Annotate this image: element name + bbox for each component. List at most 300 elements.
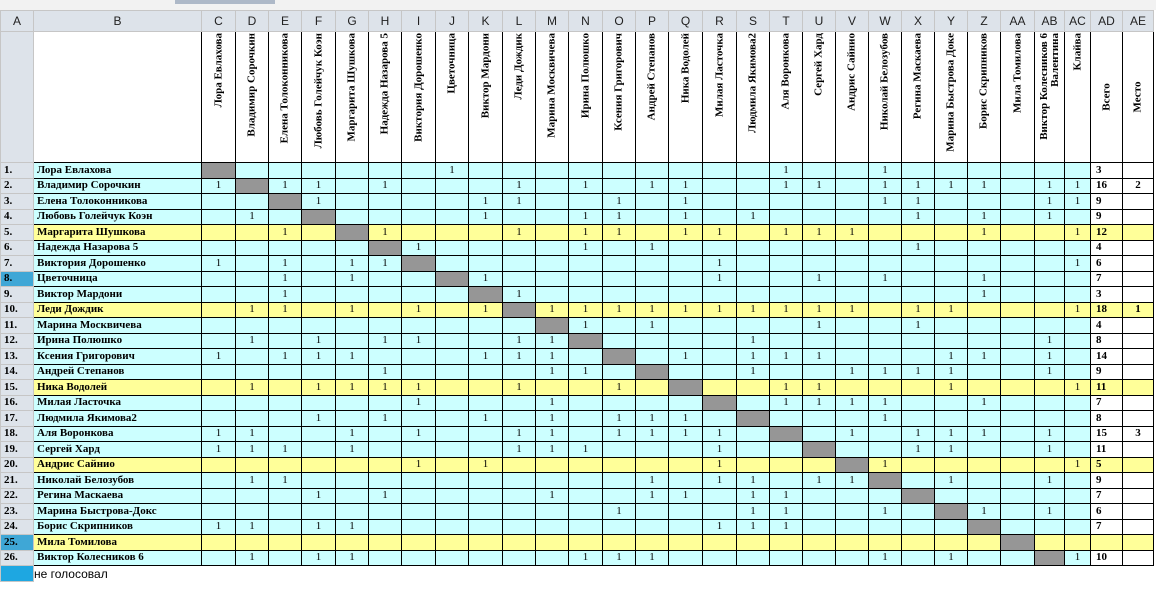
column-header-k[interactable]: K bbox=[469, 11, 503, 32]
vote-cell[interactable]: 1 bbox=[1035, 442, 1065, 458]
place-cell[interactable] bbox=[1123, 287, 1154, 303]
header-cell[interactable] bbox=[669, 32, 703, 163]
vote-cell[interactable] bbox=[269, 395, 302, 411]
vote-cell[interactable] bbox=[369, 318, 402, 334]
header-cell[interactable] bbox=[935, 32, 968, 163]
vote-cell[interactable]: 1 bbox=[770, 380, 803, 396]
column-header-x[interactable]: X bbox=[902, 11, 935, 32]
vote-cell[interactable] bbox=[935, 163, 968, 179]
vote-cell[interactable]: 1 bbox=[902, 302, 935, 318]
vote-cell[interactable] bbox=[737, 287, 770, 303]
vote-cell[interactable] bbox=[902, 256, 935, 272]
vote-cell[interactable] bbox=[902, 287, 935, 303]
vote-cell[interactable] bbox=[703, 194, 737, 210]
vote-cell[interactable] bbox=[536, 163, 569, 179]
vote-cell[interactable]: 1 bbox=[336, 380, 369, 396]
vote-cell[interactable]: 1 bbox=[369, 488, 402, 504]
vote-cell[interactable]: 1 bbox=[902, 318, 935, 334]
vote-cell[interactable]: 1 bbox=[536, 395, 569, 411]
vote-cell[interactable] bbox=[770, 287, 803, 303]
vote-cell[interactable]: 1 bbox=[302, 333, 336, 349]
vote-cell[interactable] bbox=[737, 271, 770, 287]
self-vote-cell[interactable] bbox=[536, 318, 569, 334]
vote-cell[interactable] bbox=[402, 209, 436, 225]
vote-cell[interactable] bbox=[269, 411, 302, 427]
vote-cell[interactable] bbox=[902, 457, 935, 473]
vote-cell[interactable] bbox=[336, 209, 369, 225]
vote-cell[interactable]: 1 bbox=[236, 380, 269, 396]
vote-cell[interactable] bbox=[902, 333, 935, 349]
vote-cell[interactable] bbox=[770, 194, 803, 210]
vote-cell[interactable]: 1 bbox=[935, 302, 968, 318]
vote-cell[interactable] bbox=[1001, 411, 1035, 427]
vote-cell[interactable] bbox=[968, 194, 1001, 210]
vote-cell[interactable] bbox=[302, 364, 336, 380]
vote-cell[interactable] bbox=[935, 519, 968, 535]
participant-name[interactable]: Виктор Мардони bbox=[34, 287, 202, 303]
participant-name[interactable]: Сергей Хард bbox=[34, 442, 202, 458]
column-header-a[interactable]: A bbox=[1, 11, 34, 32]
vote-cell[interactable]: 1 bbox=[737, 209, 770, 225]
vote-cell[interactable]: 1 bbox=[1065, 178, 1091, 194]
vote-cell[interactable] bbox=[1001, 163, 1035, 179]
vote-cell[interactable] bbox=[1065, 473, 1091, 489]
vote-cell[interactable] bbox=[536, 209, 569, 225]
self-vote-cell[interactable] bbox=[803, 442, 836, 458]
column-header-s[interactable]: S bbox=[737, 11, 770, 32]
header-cell[interactable] bbox=[603, 32, 636, 163]
vote-cell[interactable] bbox=[236, 504, 269, 520]
vote-cell[interactable] bbox=[302, 287, 336, 303]
vote-cell[interactable] bbox=[1001, 178, 1035, 194]
vote-cell[interactable]: 1 bbox=[469, 411, 503, 427]
vote-cell[interactable] bbox=[636, 163, 669, 179]
vote-cell[interactable] bbox=[269, 535, 302, 551]
vote-cell[interactable] bbox=[836, 240, 869, 256]
vote-cell[interactable]: 1 bbox=[869, 411, 902, 427]
participant-name[interactable]: Маргарита Шушкова bbox=[34, 225, 202, 241]
vote-cell[interactable] bbox=[935, 395, 968, 411]
vote-cell[interactable] bbox=[1001, 333, 1035, 349]
vote-cell[interactable] bbox=[402, 519, 436, 535]
vote-cell[interactable] bbox=[968, 380, 1001, 396]
vote-cell[interactable] bbox=[1065, 271, 1091, 287]
place-cell[interactable] bbox=[1123, 225, 1154, 241]
place-cell[interactable] bbox=[1123, 209, 1154, 225]
header-cell[interactable] bbox=[636, 32, 669, 163]
vote-cell[interactable] bbox=[669, 535, 703, 551]
vote-cell[interactable] bbox=[803, 457, 836, 473]
vote-cell[interactable] bbox=[503, 395, 536, 411]
vote-cell[interactable] bbox=[703, 240, 737, 256]
vote-cell[interactable]: 1 bbox=[902, 426, 935, 442]
vote-cell[interactable]: 1 bbox=[869, 550, 902, 566]
vote-cell[interactable] bbox=[869, 287, 902, 303]
vote-cell[interactable]: 1 bbox=[302, 178, 336, 194]
vote-cell[interactable]: 1 bbox=[703, 271, 737, 287]
participant-name[interactable]: Андрей Степанов bbox=[34, 364, 202, 380]
vote-cell[interactable] bbox=[869, 519, 902, 535]
vote-cell[interactable]: 1 bbox=[669, 178, 703, 194]
vote-cell[interactable]: 1 bbox=[269, 178, 302, 194]
vote-cell[interactable] bbox=[336, 504, 369, 520]
vote-cell[interactable]: 1 bbox=[770, 488, 803, 504]
vote-cell[interactable]: 1 bbox=[236, 209, 269, 225]
vote-cell[interactable] bbox=[803, 488, 836, 504]
vote-cell[interactable] bbox=[770, 535, 803, 551]
header-cell[interactable] bbox=[336, 32, 369, 163]
vote-cell[interactable] bbox=[336, 240, 369, 256]
vote-cell[interactable] bbox=[236, 395, 269, 411]
row-number[interactable]: 9. bbox=[1, 287, 34, 303]
column-header-ad[interactable]: AD bbox=[1091, 11, 1123, 32]
vote-cell[interactable]: 1 bbox=[202, 519, 236, 535]
header-cell[interactable] bbox=[236, 32, 269, 163]
vote-cell[interactable] bbox=[669, 395, 703, 411]
vote-cell[interactable] bbox=[369, 473, 402, 489]
vote-cell[interactable] bbox=[1035, 519, 1065, 535]
vote-cell[interactable]: 1 bbox=[636, 550, 669, 566]
vote-cell[interactable] bbox=[869, 302, 902, 318]
vote-cell[interactable]: 1 bbox=[336, 271, 369, 287]
vote-cell[interactable] bbox=[336, 395, 369, 411]
place-cell[interactable] bbox=[1123, 333, 1154, 349]
vote-cell[interactable] bbox=[302, 271, 336, 287]
vote-cell[interactable] bbox=[636, 287, 669, 303]
vote-cell[interactable]: 1 bbox=[737, 473, 770, 489]
vote-cell[interactable]: 1 bbox=[269, 256, 302, 272]
place-cell[interactable] bbox=[1123, 411, 1154, 427]
vote-cell[interactable] bbox=[669, 163, 703, 179]
vote-cell[interactable]: 1 bbox=[236, 519, 269, 535]
vote-cell[interactable] bbox=[770, 271, 803, 287]
vote-cell[interactable] bbox=[1065, 519, 1091, 535]
header-cell-place[interactable] bbox=[1123, 32, 1154, 163]
vote-cell[interactable]: 1 bbox=[569, 225, 603, 241]
vote-cell[interactable] bbox=[369, 442, 402, 458]
vote-cell[interactable] bbox=[935, 256, 968, 272]
vote-cell[interactable] bbox=[436, 535, 469, 551]
vote-cell[interactable] bbox=[469, 395, 503, 411]
vote-cell[interactable] bbox=[269, 163, 302, 179]
vote-cell[interactable] bbox=[436, 178, 469, 194]
total-cell[interactable]: 9 bbox=[1091, 473, 1123, 489]
vote-cell[interactable] bbox=[836, 287, 869, 303]
vote-cell[interactable]: 1 bbox=[703, 225, 737, 241]
vote-cell[interactable] bbox=[1001, 442, 1035, 458]
vote-cell[interactable] bbox=[935, 535, 968, 551]
vote-cell[interactable]: 1 bbox=[1035, 473, 1065, 489]
vote-cell[interactable] bbox=[536, 178, 569, 194]
vote-cell[interactable] bbox=[902, 519, 935, 535]
vote-cell[interactable]: 1 bbox=[536, 333, 569, 349]
total-cell[interactable]: 6 bbox=[1091, 256, 1123, 272]
vote-cell[interactable] bbox=[803, 364, 836, 380]
vote-cell[interactable] bbox=[603, 473, 636, 489]
header-cell[interactable] bbox=[402, 32, 436, 163]
vote-cell[interactable]: 1 bbox=[968, 426, 1001, 442]
vote-cell[interactable] bbox=[869, 535, 902, 551]
vote-cell[interactable] bbox=[569, 504, 603, 520]
vote-cell[interactable]: 1 bbox=[737, 504, 770, 520]
vote-cell[interactable] bbox=[770, 240, 803, 256]
vote-cell[interactable] bbox=[336, 194, 369, 210]
place-cell[interactable] bbox=[1123, 240, 1154, 256]
vote-cell[interactable]: 1 bbox=[636, 426, 669, 442]
vote-cell[interactable] bbox=[603, 287, 636, 303]
vote-cell[interactable] bbox=[902, 535, 935, 551]
vote-cell[interactable] bbox=[869, 488, 902, 504]
total-cell[interactable]: 3 bbox=[1091, 163, 1123, 179]
vote-cell[interactable] bbox=[436, 519, 469, 535]
self-vote-cell[interactable] bbox=[737, 411, 770, 427]
vote-cell[interactable]: 1 bbox=[968, 395, 1001, 411]
vote-cell[interactable] bbox=[202, 473, 236, 489]
vote-cell[interactable]: 1 bbox=[536, 364, 569, 380]
vote-cell[interactable]: 1 bbox=[469, 302, 503, 318]
participant-name[interactable]: Борис Скрипников bbox=[34, 519, 202, 535]
vote-cell[interactable] bbox=[669, 271, 703, 287]
vote-cell[interactable] bbox=[503, 488, 536, 504]
vote-cell[interactable] bbox=[803, 333, 836, 349]
vote-cell[interactable] bbox=[703, 349, 737, 365]
vote-cell[interactable] bbox=[236, 225, 269, 241]
vote-cell[interactable] bbox=[469, 163, 503, 179]
vote-cell[interactable] bbox=[869, 240, 902, 256]
vote-cell[interactable] bbox=[269, 426, 302, 442]
vote-cell[interactable]: 1 bbox=[536, 426, 569, 442]
vote-cell[interactable]: 1 bbox=[968, 287, 1001, 303]
vote-cell[interactable] bbox=[302, 395, 336, 411]
vote-cell[interactable] bbox=[1001, 473, 1035, 489]
vote-cell[interactable]: 1 bbox=[737, 302, 770, 318]
vote-cell[interactable] bbox=[402, 178, 436, 194]
vote-cell[interactable]: 1 bbox=[935, 550, 968, 566]
self-vote-cell[interactable] bbox=[503, 302, 536, 318]
vote-cell[interactable] bbox=[770, 550, 803, 566]
vote-cell[interactable]: 1 bbox=[402, 380, 436, 396]
vote-cell[interactable] bbox=[469, 240, 503, 256]
vote-cell[interactable] bbox=[369, 209, 402, 225]
vote-cell[interactable] bbox=[636, 457, 669, 473]
participant-name[interactable]: Надежда Назарова 5 bbox=[34, 240, 202, 256]
vote-cell[interactable]: 1 bbox=[703, 302, 737, 318]
vote-cell[interactable] bbox=[770, 256, 803, 272]
vote-cell[interactable] bbox=[603, 364, 636, 380]
participant-name[interactable]: Андрис Сайнио bbox=[34, 457, 202, 473]
header-cell[interactable] bbox=[436, 32, 469, 163]
vote-cell[interactable]: 1 bbox=[703, 457, 737, 473]
vote-cell[interactable] bbox=[302, 302, 336, 318]
vote-cell[interactable] bbox=[503, 519, 536, 535]
vote-cell[interactable] bbox=[536, 550, 569, 566]
vote-cell[interactable] bbox=[436, 333, 469, 349]
vote-cell[interactable]: 1 bbox=[869, 504, 902, 520]
vote-cell[interactable] bbox=[669, 442, 703, 458]
participant-name[interactable]: Елена Толоконникова bbox=[34, 194, 202, 210]
vote-cell[interactable]: 1 bbox=[737, 519, 770, 535]
vote-cell[interactable]: 1 bbox=[869, 163, 902, 179]
column-header-v[interactable]: V bbox=[836, 11, 869, 32]
vote-cell[interactable] bbox=[836, 380, 869, 396]
vote-cell[interactable] bbox=[737, 426, 770, 442]
vote-cell[interactable] bbox=[836, 488, 869, 504]
vote-cell[interactable] bbox=[436, 504, 469, 520]
vote-cell[interactable] bbox=[803, 287, 836, 303]
vote-cell[interactable]: 1 bbox=[968, 349, 1001, 365]
vote-cell[interactable] bbox=[369, 287, 402, 303]
self-vote-cell[interactable] bbox=[336, 225, 369, 241]
row-number[interactable]: 16. bbox=[1, 395, 34, 411]
vote-cell[interactable] bbox=[636, 442, 669, 458]
vote-cell[interactable] bbox=[636, 395, 669, 411]
vote-cell[interactable]: 1 bbox=[636, 488, 669, 504]
vote-cell[interactable] bbox=[902, 380, 935, 396]
vote-cell[interactable] bbox=[236, 271, 269, 287]
vote-cell[interactable] bbox=[770, 473, 803, 489]
vote-cell[interactable]: 1 bbox=[503, 225, 536, 241]
vote-cell[interactable] bbox=[1001, 349, 1035, 365]
vote-cell[interactable]: 1 bbox=[1035, 178, 1065, 194]
vote-cell[interactable] bbox=[402, 287, 436, 303]
vote-cell[interactable] bbox=[968, 457, 1001, 473]
vote-cell[interactable] bbox=[669, 550, 703, 566]
self-vote-cell[interactable] bbox=[703, 395, 737, 411]
vote-cell[interactable]: 1 bbox=[803, 473, 836, 489]
participant-name[interactable]: Милая Ласточка bbox=[34, 395, 202, 411]
vote-cell[interactable] bbox=[1001, 550, 1035, 566]
vote-cell[interactable]: 1 bbox=[569, 550, 603, 566]
vote-cell[interactable]: 1 bbox=[935, 380, 968, 396]
vote-cell[interactable]: 1 bbox=[469, 271, 503, 287]
place-cell[interactable] bbox=[1123, 318, 1154, 334]
vote-cell[interactable] bbox=[737, 178, 770, 194]
header-cell[interactable] bbox=[503, 32, 536, 163]
vote-cell[interactable] bbox=[669, 333, 703, 349]
vote-cell[interactable] bbox=[1065, 411, 1091, 427]
vote-cell[interactable] bbox=[269, 380, 302, 396]
vote-cell[interactable]: 1 bbox=[836, 302, 869, 318]
vote-cell[interactable] bbox=[1001, 271, 1035, 287]
vote-cell[interactable] bbox=[569, 519, 603, 535]
place-cell[interactable] bbox=[1123, 488, 1154, 504]
vote-cell[interactable]: 1 bbox=[603, 550, 636, 566]
vote-cell[interactable]: 1 bbox=[536, 302, 569, 318]
vote-cell[interactable] bbox=[436, 194, 469, 210]
header-cell[interactable] bbox=[803, 32, 836, 163]
vote-cell[interactable]: 1 bbox=[803, 178, 836, 194]
column-header-ab[interactable]: AB bbox=[1035, 11, 1065, 32]
vote-cell[interactable] bbox=[968, 442, 1001, 458]
total-cell[interactable]: 7 bbox=[1091, 395, 1123, 411]
participant-name[interactable]: Людмила Якимова2 bbox=[34, 411, 202, 427]
place-cell[interactable]: 1 bbox=[1123, 302, 1154, 318]
participant-name[interactable]: Николай Белозубов bbox=[34, 473, 202, 489]
vote-cell[interactable] bbox=[703, 287, 737, 303]
vote-cell[interactable] bbox=[202, 504, 236, 520]
vote-cell[interactable] bbox=[737, 380, 770, 396]
vote-cell[interactable]: 1 bbox=[636, 178, 669, 194]
vote-cell[interactable]: 1 bbox=[302, 349, 336, 365]
vote-cell[interactable] bbox=[336, 364, 369, 380]
vote-cell[interactable] bbox=[803, 504, 836, 520]
vote-cell[interactable] bbox=[836, 163, 869, 179]
vote-cell[interactable] bbox=[603, 163, 636, 179]
vote-cell[interactable] bbox=[737, 194, 770, 210]
vote-cell[interactable]: 1 bbox=[536, 411, 569, 427]
row-number[interactable]: 13. bbox=[1, 349, 34, 365]
vote-cell[interactable] bbox=[603, 535, 636, 551]
vote-cell[interactable] bbox=[703, 550, 737, 566]
place-cell[interactable] bbox=[1123, 364, 1154, 380]
vote-cell[interactable] bbox=[1035, 287, 1065, 303]
vote-cell[interactable]: 1 bbox=[737, 333, 770, 349]
total-cell[interactable]: 11 bbox=[1091, 442, 1123, 458]
vote-cell[interactable] bbox=[603, 318, 636, 334]
vote-cell[interactable] bbox=[302, 473, 336, 489]
vote-cell[interactable]: 1 bbox=[569, 302, 603, 318]
vote-cell[interactable] bbox=[402, 163, 436, 179]
vote-cell[interactable] bbox=[202, 395, 236, 411]
participant-name[interactable]: Марина Москвичева bbox=[34, 318, 202, 334]
vote-cell[interactable] bbox=[569, 194, 603, 210]
vote-cell[interactable] bbox=[369, 163, 402, 179]
vote-cell[interactable] bbox=[336, 333, 369, 349]
vote-cell[interactable] bbox=[503, 473, 536, 489]
vote-cell[interactable] bbox=[1001, 318, 1035, 334]
vote-cell[interactable] bbox=[302, 426, 336, 442]
column-header-b[interactable]: B bbox=[34, 11, 202, 32]
vote-cell[interactable] bbox=[869, 349, 902, 365]
vote-cell[interactable] bbox=[302, 442, 336, 458]
vote-cell[interactable] bbox=[636, 256, 669, 272]
vote-cell[interactable] bbox=[836, 256, 869, 272]
vote-cell[interactable] bbox=[669, 256, 703, 272]
vote-cell[interactable]: 1 bbox=[269, 225, 302, 241]
vote-cell[interactable] bbox=[935, 488, 968, 504]
vote-cell[interactable] bbox=[1001, 240, 1035, 256]
vote-cell[interactable] bbox=[503, 364, 536, 380]
total-cell[interactable]: 14 bbox=[1091, 349, 1123, 365]
vote-cell[interactable] bbox=[336, 535, 369, 551]
participant-name[interactable]: Виктор Колесников 6 bbox=[34, 550, 202, 566]
vote-cell[interactable] bbox=[803, 256, 836, 272]
vote-cell[interactable]: 1 bbox=[968, 225, 1001, 241]
header-cell[interactable] bbox=[703, 32, 737, 163]
vote-cell[interactable] bbox=[302, 504, 336, 520]
vote-cell[interactable] bbox=[636, 194, 669, 210]
vote-cell[interactable] bbox=[436, 380, 469, 396]
vote-cell[interactable] bbox=[1065, 318, 1091, 334]
vote-cell[interactable] bbox=[202, 240, 236, 256]
row-header-1[interactable] bbox=[1, 32, 34, 163]
vote-cell[interactable]: 1 bbox=[202, 256, 236, 272]
vote-cell[interactable] bbox=[1001, 256, 1035, 272]
vote-cell[interactable] bbox=[803, 519, 836, 535]
vote-cell[interactable]: 1 bbox=[302, 380, 336, 396]
total-cell[interactable]: 18 bbox=[1091, 302, 1123, 318]
vote-cell[interactable] bbox=[402, 504, 436, 520]
vote-cell[interactable] bbox=[1001, 302, 1035, 318]
vote-cell[interactable] bbox=[436, 364, 469, 380]
vote-cell[interactable] bbox=[202, 550, 236, 566]
vote-cell[interactable] bbox=[869, 256, 902, 272]
vote-cell[interactable] bbox=[503, 271, 536, 287]
vote-cell[interactable]: 1 bbox=[770, 395, 803, 411]
vote-cell[interactable] bbox=[603, 178, 636, 194]
vote-cell[interactable]: 1 bbox=[369, 225, 402, 241]
vote-cell[interactable]: 1 bbox=[636, 302, 669, 318]
